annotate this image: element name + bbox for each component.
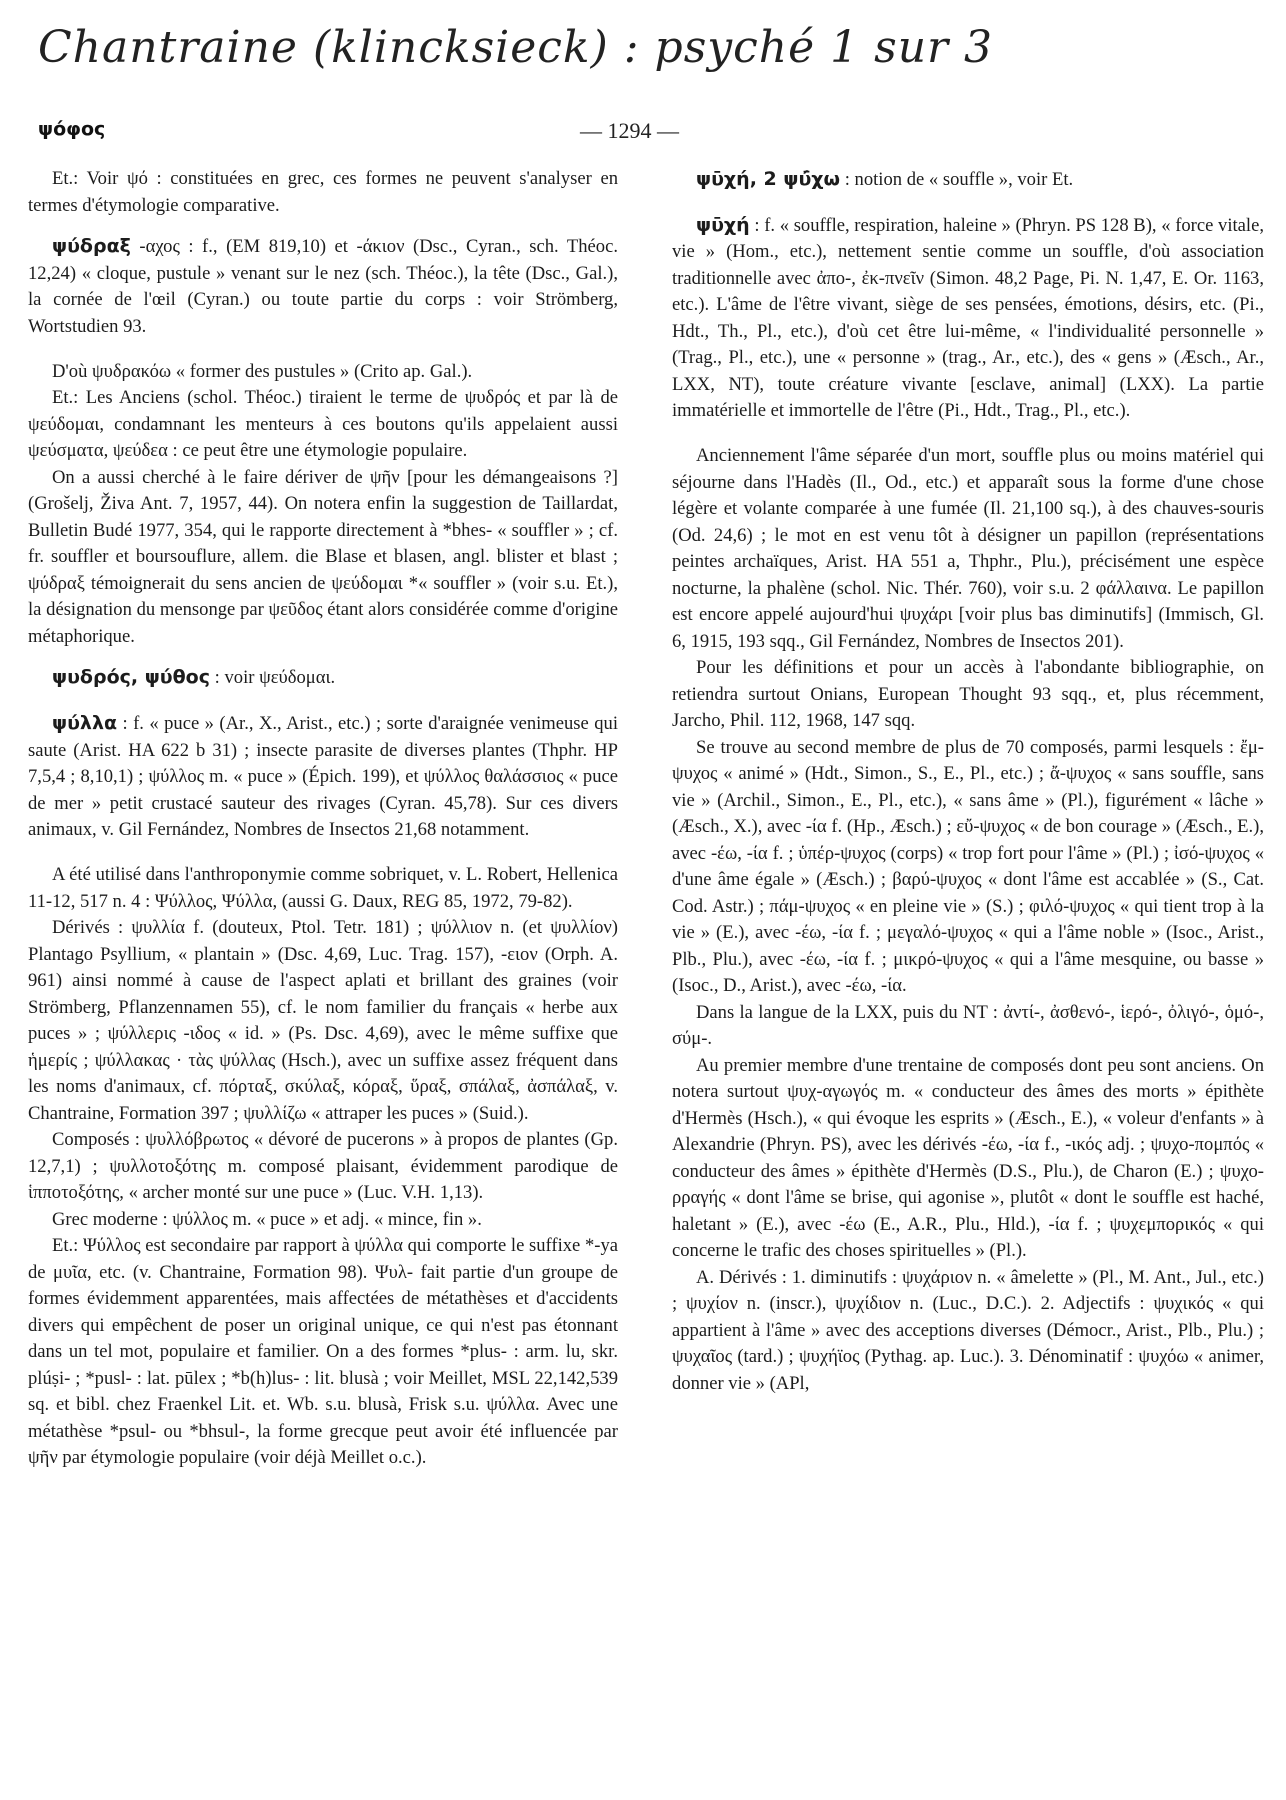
entry-text: A. Dérivés : 1. diminutifs : ψυχάριον n. « âmelette » (Pl., M. Ant., Jul., etc.) ; ψυχίον n. (inscr.), ψυχίδιον n. (Luc., D.C.). 2. Adjectifs : ψυχικός « qui appartient à l'âme » avec des acceptions diverses (Démocr., Arist., Plb., Plu.) ; ψυχαῖος (tard.) ; ψυχήϊος (Pythag. ap. Luc.). 3. Dénominatif : ψυχόω « animer, donner vie » (APl, bbox=[672, 1266, 1264, 1394]
entry-lemma: ψύδραξ bbox=[52, 235, 131, 257]
entry-lemma: ψῡχή bbox=[696, 213, 750, 236]
entry-text: Dans la langue de la LXX, puis du NT : ἀντί-, ἀσθενό-, ἱερό-, ὀλιγό-, ὁμό-, σύμ-. bbox=[672, 1001, 1264, 1050]
dictionary-entry bbox=[672, 212, 1264, 425]
entry-text: Et.: Voir ψό : constituées en grec, ces formes ne peuvent s'analyser en termes d'étymologie comparative. bbox=[28, 168, 618, 216]
paragraph bbox=[28, 359, 618, 386]
page-number: — 1294 — bbox=[580, 118, 679, 143]
entry-text: Au premier membre d'une trentaine de composés dont peu sont anciens. On notera surtout ψυχ-αγωγός m. « conducteur des âmes des morts » épithète d'Hermès (Hsch.), « qui évoque les esprits » (Æsch., E.), « voleur d'enfants » à Alexandrie (Phryn. PS), avec les dérivés -έω, -ία f., -ικός adj. ; ψυχο-πομπός « conducteur des âmes » épithète d'Hermès (D.S., Plu.), de Charon (E.) ; ψυχο-ρραγής « dont l'âme se brise, qui agonise », plutôt « dont le souffle est haché, haletant » (E.), avec -έω (E., A.R., Plu., Hld.), -ία f. ; ψυχεμπορικός « qui concerne le trafic des choses spirituelles » (Pl.). bbox=[672, 1054, 1264, 1262]
paragraph bbox=[672, 1053, 1264, 1265]
paragraph bbox=[28, 862, 618, 915]
entry-text: : notion de « souffle », voir Et. bbox=[840, 169, 1074, 190]
entry-text: : voir ψεύδομαι. bbox=[210, 667, 336, 689]
paragraph bbox=[28, 1127, 618, 1207]
entry-lemma: ψύλλα bbox=[52, 712, 118, 735]
entry-text: Composés : ψυλλόβρωτος « dévoré de pucerons » à propos de plantes (Gp. 12,7,1) ; ψυλλοτοξότης m. composé plaisant, évidemment parodique de ἱπποτοξότης, « archer monté sur une puce » (Luc. V.H. 1,13). bbox=[28, 1129, 618, 1204]
paragraph bbox=[28, 915, 618, 1127]
left-column bbox=[28, 166, 618, 1472]
entry-lemma: ψῡχή, 2 ψύ̄χω bbox=[696, 168, 841, 190]
paragraph bbox=[672, 1000, 1264, 1053]
entry-text: D'où ψυδρακόω « former des pustules » (Crito ap. Gal.). bbox=[52, 360, 473, 382]
paragraph bbox=[672, 655, 1264, 735]
dictionary-entry bbox=[28, 710, 618, 844]
entry-text: Pour les définitions et pour un accès à l'abondante bibliographie, on retiendra surtout Onians, European Thought 93 sqq., et, plus récemment, Jarcho, Phil. 112, 1968, 147 sqq. bbox=[672, 657, 1264, 732]
dictionary-entry bbox=[28, 664, 618, 692]
entry-text: Anciennement l'âme séparée d'un mort, souffle plus ou moins matériel qui séjourne dans l'Hadès (Il., Od., etc.) et apparaît sous la forme d'une chose légère et volante comparée à une fumée (Il. 21,100 sq.), à des chauves-souris (Od. 24,6) ; le mot en est venu tôt à désigner un papillon (représentations peintes archaïques, Arist. HA 551 a, Thphr., Plu.), précisément une espèce nocturne, la phalène (schol. Nic. Thér. 760), voir s.u. 2 φάλλαινα. Le papillon est encore appelé aujourd'hui ψυχάρι [voir plus bas diminutifs] (Immisch, Gl. 6, 1915, 193 sqq., Gil Fernández, Nombres de Insectos 201). bbox=[672, 445, 1264, 652]
dictionary-entry bbox=[28, 233, 618, 340]
dictionary-entry bbox=[672, 166, 1264, 194]
entry-text: Grec moderne : ψύλλος m. « puce » et adj. « mince, fin ». bbox=[52, 1208, 482, 1230]
entry-text: -αχος : f., (EM 819,10) et -άκιον (Dsc., Cyran., sch. Théoc. 12,24) « cloque, pustule » venant sur le nez (sch. Théoc.), la tête (Dsc., Gal.), la cornée de l'œil (Cyran.) ou toute partie du corps : voir Strömberg, Wortstudien 93. bbox=[28, 236, 618, 337]
right-column bbox=[672, 166, 1264, 1397]
paragraph bbox=[28, 465, 618, 651]
paragraph bbox=[28, 1207, 618, 1234]
entry-text: : f. « puce » (Ar., X., Arist., etc.) ; sorte d'araignée venimeuse qui saute (Arist. HA 622 b 31) ; insecte parasite de diverses plantes (Thphr. HP 7,5,4 ; 8,10,1) ; ψύλλος m. « puce » (Épich. 199), et ψύλλος θαλάσσιος « puce de mer » petit crustacé sauteur des rivages (Cyran. 45,78). Sur ces divers animaux, v. Gil Fernández, Nombres de Insectos 21,68 notamment. bbox=[28, 713, 618, 841]
entry-text: On a aussi cherché à le faire dériver de ψῆν [pour les démangeaisons ?] (Grošelj, Živa Ant. 7, 1957, 44). On notera enfin la suggestion de Taillardat, Bulletin Budé 1977, 354, qui le rapporte directement à *bhes- « souffler » ; cf. fr. souffler et boursouflure, allem. die Blase et blasen, angl. blister et blast ; ψύδραξ témoignerait du sens ancien de ψεύδομαι *« souffler » (voir s.u. Et.), la désignation du mensonge par ψεῦδος étant alors considérée comme d'origine métaphorique. bbox=[28, 466, 618, 647]
entry-text: A été utilisé dans l'anthroponymie comme sobriquet, v. L. Robert, Hellenica 11-12, 517 n. 4 : Ψύλλος, Ψύλλα, (aussi G. Daux, REG 85, 1972, 79-82). bbox=[28, 864, 618, 912]
paragraph bbox=[28, 166, 618, 219]
entry-text: : f. « souffle, respiration, haleine » (Phryn. PS 128 B), « force vitale, vie » (Hom., etc.), nettement sentie comme un souffle, d'où association traditionnelle avec ἀπο-, ἐκ-πνεῖν (Simon. 48,2 Page, Pi. N. 1,47, E. Or. 1163, etc.). L'âme de l'être vivant, siège de ses pensées, émotions, désirs, etc. (Pi., Hdt., Th., Pl., etc.), d'où cet être lui-même, « l'individualité personnelle » (Trag., Pl., etc.), une « personne » (trag., Ar., etc.), des « gens » (Æsch., Ar., LXX, NT), toute créature vivante [esclave, animal] (LXX). La partie immatérielle et immortelle de l'être (Pi., Hdt., Trag., Pl., etc.). bbox=[672, 214, 1264, 421]
running-head: ψόφος bbox=[38, 118, 106, 140]
paragraph bbox=[672, 1265, 1264, 1398]
paragraph bbox=[28, 385, 618, 465]
paragraph bbox=[672, 443, 1264, 655]
handwritten-title: Chantraine (klincksieck) : psyché 1 sur 3 bbox=[38, 22, 994, 73]
entry-text: Se trouve au second membre de plus de 70 composés, parmi lesquels : ἔμ-ψυχος « animé » (Hdt., Simon., S., E., Pl., etc.) ; ἄ-ψυχος « sans souffle, sans vie » (Archil., Simon., E., Pl., etc.), « sans âme » (Pl.), figurément « lâche » (Æsch., X.), avec -ία f. (Hp., Æsch.) ; εὔ-ψυχος « de bon courage » (Æsch., E.), avec -έω, -ία f. ; ὑπέρ-ψυχος (corps) « trop fort pour l'âme » (Pl.) ; ἰσό-ψυχος « d'une âme égale » (Æsch.) ; βαρύ-ψυχος « dont l'âme est accablée » (S., Cat. Cod. Astr.) ; πάμ-ψυχος « en pleine vie » (S.) ; φιλό-ψυχος « qui tient trop à la vie » (E.), avec -έω, -ία f. ; μεγαλό-ψυχος « qui a l'âme noble » (Isoc., Arist., Plb., Plu.), avec -έω, -ία f. ; μικρό-ψυχος « qui a l'âme mesquine, ou basse » (Isoc., D., Arist.), avec -έω, -ία. bbox=[672, 736, 1264, 997]
entry-text: Et.: Les Anciens (schol. Théoc.) tiraient le terme de ψυδρός et par là de ψεύδομαι, condamnant les menteurs à ces boutons qu'ils appelaient aussi ψεύσματα, ψεύδεα : ce peut être une étymologie populaire. bbox=[28, 387, 618, 462]
paragraph bbox=[672, 735, 1264, 1000]
entry-lemma: ψυδρός, ψύθος bbox=[52, 666, 211, 689]
entry-text: Et.: Ψύλλος est secondaire par rapport à ψύλλα qui comporte le suffixe *-ya de μυῖα, etc. (v. Chantraine, Formation 98). Ψυλ- fait partie d'un groupe de formes évidemment apparentées, mais affectées de métathèses et d'accidents divers qui empêchent de poser un original unique, ce qui n'est pas étonnant dans un tel mot, populaire et familier. On a des formes *plus- : arm. lu, skr. plúṣi- ; *pusl- : lat. pūlex ; *b(h)lus- : lit. blusà ; voir Meillet, MSL 22,142,539 sq. et bibl. chez Fraenkel Lit. et. Wb. s.u. blusà, Frisk s.u. ψύλλα. Avec une métathèse *psul- ou *bhsul-, la forme grecque peut avoir été influencée par ψῆν par étymologie populaire (voir déjà Meillet o.c.). bbox=[28, 1235, 618, 1469]
entry-text: Dérivés : ψυλλία f. (douteux, Ptol. Tetr. 181) ; ψύλλιον n. (et ψυλλίον) Plantago Psyllium, « plantain » (Dsc. 4,69, Luc. Trag. 157), -ειον (Orph. A. 961) ainsi nommé à cause de l'aspect aplati et brillant des graines (voir Strömberg, Pflanzennamen 55), cf. le nom familier du français « herbe aux puces » ; ψύλλερις -ιδος « id. » (Ps. Dsc. 4,69), avec le même suffixe que ἡμερίς ; ψύλλακας · τὰς ψύλλας (Hsch.), avec un suffixe assez fréquent dans les noms d'animaux, cf. πόρταξ, σκύλαξ, κόραξ, ὕραξ, σπάλαξ, ἀσπάλαξ, v. Chantraine, Formation 397 ; ψυλλίζω « attraper les puces » (Suid.). bbox=[28, 917, 618, 1124]
paragraph bbox=[28, 1233, 618, 1472]
